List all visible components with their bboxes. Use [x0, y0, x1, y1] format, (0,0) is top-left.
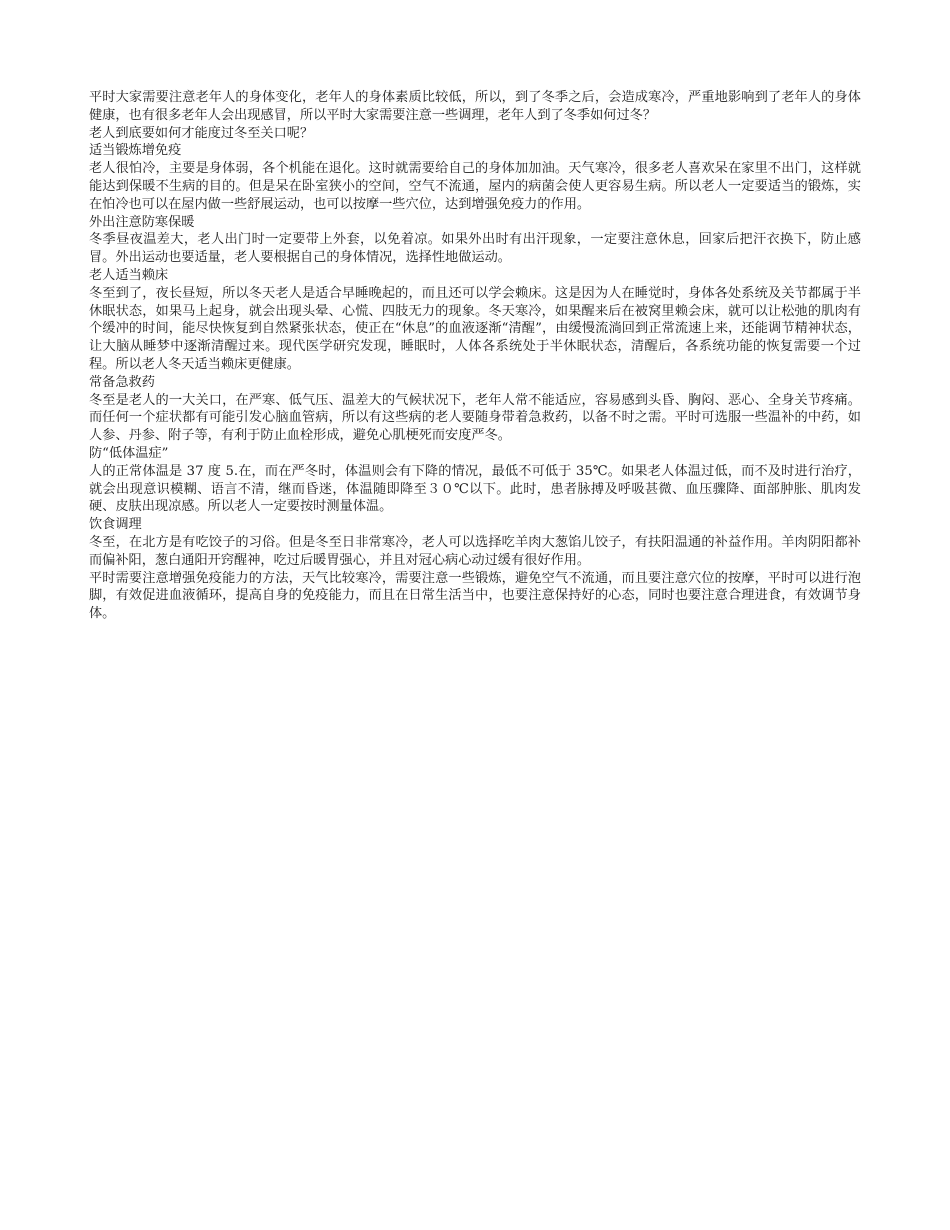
section-body-keep-warm: 冬季昼夜温差大，老人出门时一定要带上外套，以免着凉。如果外出时有出汗现象，一定要注意休息，回家后把汗衣换下，防止感冒。外出运动也要适量，老人要根据自己的身体情况，选择性地做运动。: [89, 232, 861, 266]
section-heading-hypothermia: 防“低体温症”: [89, 445, 169, 461]
conclusion-paragraph: 平时需要注意增强免疫能力的方法，天气比较寒冷，需要注意一些锻炼，避免空气不流通，而且要注意穴位的按摩，平时可以进行泡脚，有效促进血液循环，提高自身的免疫能力，而且在日常生活当中，也要注意保持好的心态，同时也要注意合理进食，有效调节身体。: [89, 570, 861, 622]
section-body-diet: 冬至，在北方是有吃饺子的习俗。但是冬至日非常寒冷，老人可以选择吃羊肉大葱馅儿饺子，有扶阳温通的补益作用。羊肉阴阳都补而偏补阳，葱白通阳开窍醒神，吃过后暖胃强心，并且对冠心病心动过缓有很好作用。: [89, 534, 861, 568]
section-heading-exercise: 适当锻炼增免疫: [89, 143, 182, 159]
section-body-stay-in-bed: 冬至到了，夜长昼短，所以冬天老人是适合早睡晚起的，而且还可以学会赖床。这是因为人在睡觉时，身体各处系统及关节都属于半休眠状态，如果马上起身，就会出现头晕、心慌、四肢无力的现象。冬天寒冷，如果醒来后在被窝里赖会床，就可以让松弛的肌肉有个缓冲的时间，能尽快恢复到自然紧张状态，使正在“休息”的血液逐渐“清醒”，由缓慢流淌回到正常流速上来，还能调节精神状态，让大脑从睡梦中逐渐清醒过来。现代医学研究发现，睡眠时，人体各系统处于半休眠状态，清醒后，各系统功能的恢复需要一个过程。所以老人冬天适当赖床更健康。: [89, 285, 861, 372]
section-heading-emergency-medicine: 常备急救药: [89, 374, 155, 390]
section-heading-keep-warm: 外出注意防寒保暖: [89, 214, 195, 230]
section-body-exercise: 老人很怕冷，主要是身体弱，各个机能在退化。这时就需要给自己的身体加加油。天气寒冷，很多老人喜欢呆在家里不出门，这样就能达到保暖不生病的目的。但是呆在卧室狭小的空间，空气不流通，屋内的病菌会使人更容易生病。所以老人一定要适当的锻炼，实在怕冷也可以在屋内做一些舒展运动，也可以按摩一些穴位，达到增强免疫力的作用。: [89, 161, 861, 212]
article: [89, 89, 861, 623]
section-body-hypothermia: 人的正常体温是 37 度 5.在，而在严冬时，体温则会有下降的情况，最低不可低于 35℃。如果老人体温过低，而不及时进行治疗，就会出现意识模糊、语言不清，继而昏迷，体温随即降至３０℃以下。此时，患者脉搏及呼吸甚微、血压骤降、面部肿胀、肌肉发硬、皮肤出现凉感。所以老人一定要按时测量体温。: [89, 463, 861, 515]
section-body-emergency-medicine: 冬至是老人的一大关口，在严寒、低气压、温差大的气候状况下，老年人常不能适应，容易感到头昏、胸闷、恶心、全身关节疼痛。而任何一个症状都有可能引发心脑血管病，所以有这些病的老人要随身带着急救药，以备不时之需。平时可选服一些温补的中药，如人参、丹参、附子等，有利于防止血栓形成，避免心肌梗死而安度严冬。: [89, 392, 861, 444]
section-heading-diet: 饮食调理: [89, 517, 142, 533]
intro-paragraph: 平时大家需要注意老年人的身体变化，老年人的身体素质比较低，所以，到了冬季之后，会造成寒冷，严重地影响到了老年人的身体健康，也有很多老年人会出现感冒，所以平时大家需要注意一些调理，老年人到了冬季如何过冬？: [89, 90, 861, 123]
section-heading-stay-in-bed: 老人适当赖床: [89, 267, 169, 283]
question-line: 老人到底要如何才能度过冬至关口呢？: [89, 125, 314, 141]
